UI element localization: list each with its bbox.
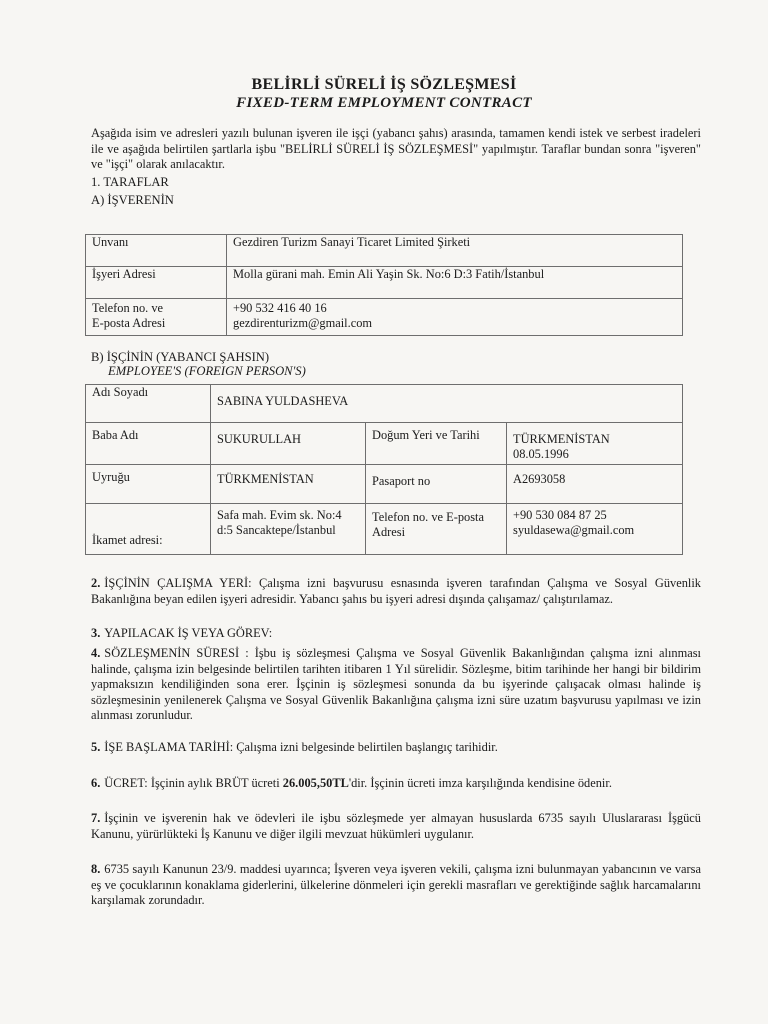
clause-text: Çalışma izni başvurusu esnasında işveren tarafından Çalışma ve Sosyal Güvenlik Bakanlığına beyan edilen işyeri adresidir. Yabancı şahıs bu işyeri adresi dışında çalışamaz/ çalıştırılamaz. <box>91 576 701 606</box>
table-row <box>86 423 683 465</box>
document-title-english: FIXED-TERM EMPLOYMENT CONTRACT <box>236 95 532 111</box>
residence-line: d:5 Sancaktepe/İstanbul <box>217 523 336 537</box>
table-row <box>86 385 683 423</box>
contact-label-line: Adresi <box>372 525 406 539</box>
clause-6 <box>91 776 701 792</box>
employee-residence-value <box>211 504 366 555</box>
clause-number: 6. <box>91 776 101 790</box>
employee-name-value: SABINA YULDASHEVA <box>211 385 683 423</box>
employee-contact-value <box>507 504 683 555</box>
employer-contact-value <box>227 299 683 336</box>
table-row <box>86 267 683 299</box>
clause-text: 'dir. İşçinin ücreti imza karşılığında kendisine ödenir. <box>348 776 612 790</box>
clause-text: : İşbu iş sözleşmesi Çalışma ve Sosyal Güvenlik Bakanlığından çalışma izni alınması halinde, çalışma izin belgesinde belirtilen tarihten itibaren 1 Yıl sürelidir. Sözleşme, bitim tarihinde her hangi bir bildirim yapmaksızın kendiliğinden sona erer. İşçinin iş sözleşmesi sonunda da bu işyerinde çalışacak olması halinde iş sözleşmesinin yenilenerek Çalışma ve Sosyal Güvenlik Bakanlığına çalışma izni süre uzatım başvurusu yapılması ve izin alınması zorunludur. <box>91 646 701 722</box>
employee-passport-value: A2693058 <box>507 465 683 504</box>
employee-email: syuldasewa@gmail.com <box>513 523 635 537</box>
clause-heading: SÖZLEŞMENİN SÜRESİ <box>104 646 240 660</box>
employer-email: gezdirenturizm@gmail.com <box>233 316 373 330</box>
employee-nationality-value: TÜRKMENİSTAN <box>211 465 366 504</box>
clause-number: 3. <box>91 626 101 640</box>
employee-table <box>85 384 683 555</box>
employee-birth-place: TÜRKMENİSTAN <box>513 432 610 446</box>
section-employer-heading: A) İŞVERENİN <box>91 193 174 207</box>
clause-text: İşçinin ve işverenin hak ve ödevleri ile işbu sözleşmede yer almayan hususlarda 6735 sayılı Uluslararası İşgücü Kanunu, yürürlükteki İş Kanunu ve diğer ilgili mevzuat hükümleri uygulanır. <box>91 811 701 841</box>
clause-number: 8. <box>91 862 101 876</box>
clause-4 <box>91 646 701 724</box>
clause-text: İşçinin aylık BRÜT ücreti <box>147 776 283 790</box>
employer-address-value: Molla gürani mah. Emin Ali Yaşin Sk. No:6 D:3 Fatih/İstanbul <box>227 267 683 299</box>
clause-heading: İŞÇİNİN ÇALIŞMA YERİ: <box>104 576 252 590</box>
residence-line: Safa mah. Evim sk. No:4 <box>217 508 342 522</box>
employee-birth-value <box>507 423 683 465</box>
employer-table <box>85 234 683 336</box>
employee-birth-date: 08.05.1996 <box>513 447 569 461</box>
employer-name-label: Unvanı <box>86 235 227 267</box>
clause-3 <box>91 626 701 642</box>
section-employee-heading-english: EMPLOYEE'S (FOREIGN PERSON'S) <box>108 364 306 378</box>
table-row <box>86 235 683 267</box>
clause-number: 4. <box>91 646 101 660</box>
clause-number: 5. <box>91 740 101 754</box>
table-row <box>86 504 683 555</box>
clause-heading: ÜCRET: <box>104 776 148 790</box>
contact-label-line: Telefon no. ve <box>92 301 164 315</box>
employer-name-value: Gezdiren Turizm Sanayi Ticaret Limited Şirketi <box>227 235 683 267</box>
clause-2 <box>91 576 701 607</box>
clause-text: Çalışma izni belgesinde belirtilen başlangıç tarihidir. <box>233 740 498 754</box>
employee-father-label: Baba Adı <box>86 423 211 465</box>
employer-phone: +90 532 416 40 16 <box>233 301 327 315</box>
table-row <box>86 299 683 336</box>
employee-residence-label: İkamet adresi: <box>86 504 211 555</box>
table-row <box>86 465 683 504</box>
employee-father-value: SUKURULLAH <box>211 423 366 465</box>
employee-passport-label: Pasaport no <box>366 465 507 504</box>
employee-name-label: Adı Soyadı <box>86 385 211 423</box>
employee-phone: +90 530 084 87 25 <box>513 508 607 522</box>
document-title: BELİRLİ SÜRELİ İŞ SÖZLEŞMESİ <box>251 76 517 93</box>
section-employee-heading: B) İŞÇİNİN (YABANCI ŞAHSIN) <box>91 350 270 364</box>
employee-birth-label: Doğum Yeri ve Tarihi <box>366 423 507 465</box>
clause-number: 2. <box>91 576 101 590</box>
section-parties-heading: 1. TARAFLAR <box>91 175 169 189</box>
clause-number: 7. <box>91 811 101 825</box>
clause-text: 6735 sayılı Kanunun 23/9. maddesi uyarınca; İşveren veya işveren vekili, çalışma izni bulunmayan yabancının ve varsa eş ve çocuklarının konaklama giderlerini, ülkelerine dönmeleri için gerekli masrafları ve gerektiğinde sağlık harcamalarını karşılamak zorundadır. <box>91 862 701 907</box>
employer-contact-label <box>86 299 227 336</box>
contact-label-line: Telefon no. ve E-posta <box>372 510 484 524</box>
clause-heading: YAPILACAK İŞ VEYA GÖREV: <box>104 626 273 640</box>
clause-heading: İŞE BAŞLAMA TARİHİ: <box>104 740 234 754</box>
employer-address-label: İşyeri Adresi <box>86 267 227 299</box>
clause-7 <box>91 811 701 842</box>
intro-paragraph: Aşağıda isim ve adresleri yazılı bulunan işveren ile işçi (yabancı şahıs) arasında, tamamen kendi istek ve serbest iradeleri ile ve aşağıda belirtilen şartlarla işbu "BELİRLİ SÜRELİ İŞ SÖZLEŞMESİ" yapılmıştır. Taraflar bundan sonra "işveren" ve "işçi" olarak anılacaktır. <box>91 126 701 171</box>
contact-label-line: E-posta Adresi <box>92 316 166 330</box>
employee-contact-label <box>366 504 507 555</box>
salary-amount: 26.005,50TL <box>282 776 349 790</box>
clause-5 <box>91 740 701 756</box>
employee-nationality-label: Uyruğu <box>86 465 211 504</box>
clause-8 <box>91 862 701 909</box>
